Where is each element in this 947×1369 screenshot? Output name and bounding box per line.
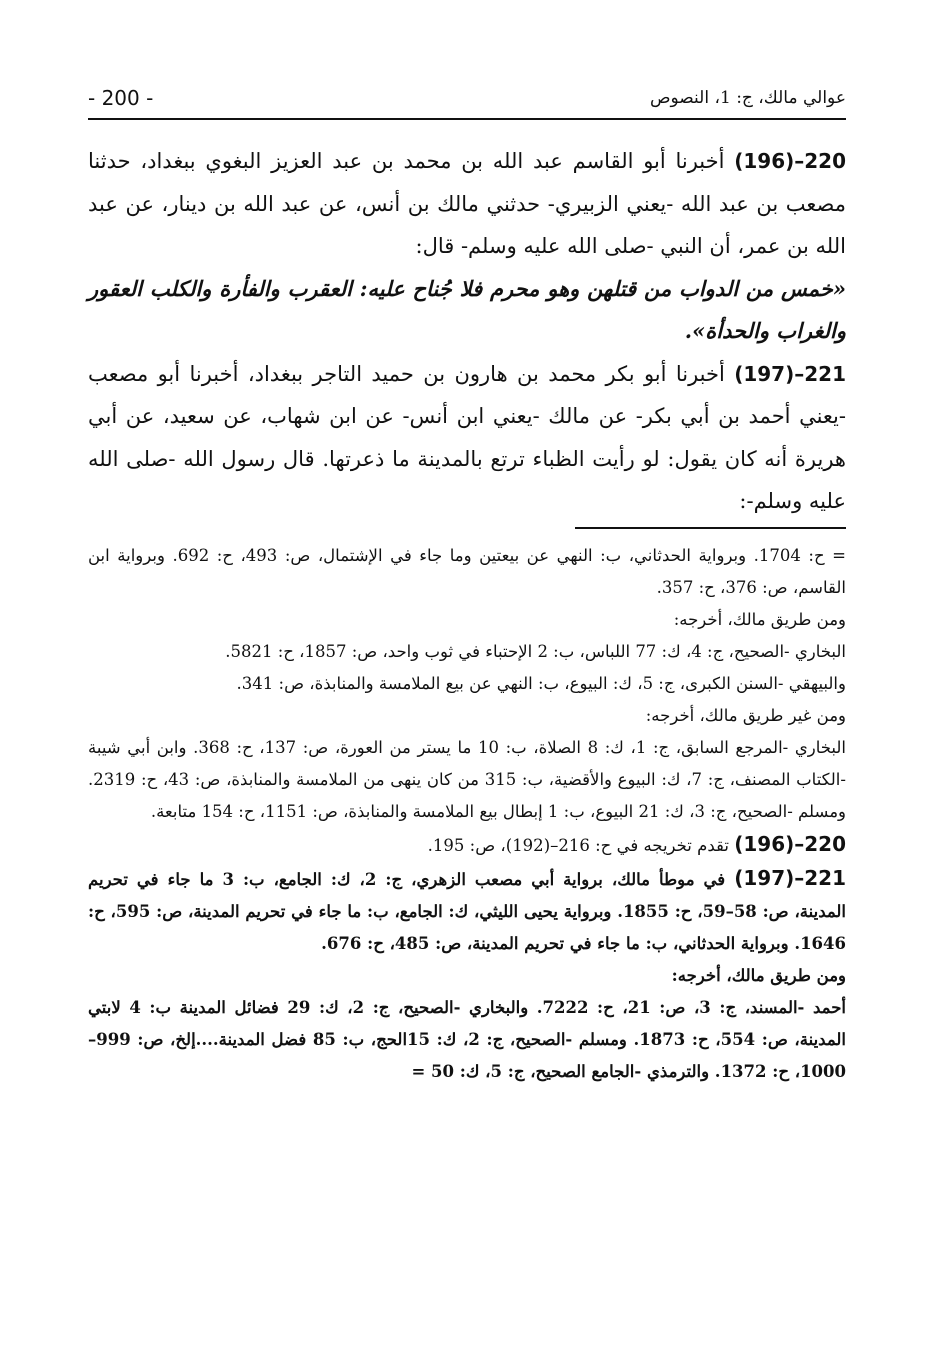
running-title: عوالي مالك، ج: 1، النصوص <box>649 88 846 108</box>
hadith-number: 220–(196) <box>734 149 847 173</box>
footnote-line: ومن طريق مالك، أخرجه: <box>673 610 846 629</box>
footnote-text: تقدم تخريجه في ح: 216–(192)، ص: 195. <box>427 836 729 855</box>
footnote-line: البخاري -المرجع السابق، ج: 1، ك: 8 الصلاة، ب: 10 ما يستر من العورة، ص: 137، ح: 368. وابن أبي شيبة -الكتاب المصنف، ج: 7، ك: البيوع والأقضية، ب: 315 من كان ينهى من الملامسة والمنابذة، ص: 43، ح: 2319. ومسلم -الصحيح، ج: 3، ك: 21 البيوع، ب: 1 إبطال بيع الملامسة والمنابذة، ص: 1151، ح: 154 متابعة. <box>88 738 847 821</box>
footnote-line: = ح: 1704. وبرواية الحدثاني، ب: النهي عن بيعتين وما جاء في الإشتمال، ص: 493، ح: 692. وبرواية ابن القاسم، ص: 376، ح: 357. <box>88 546 846 597</box>
footnote-line: ومن غير طريق مالك، أخرجه: <box>645 706 846 725</box>
isnad-text: أخبرنا أبو بكر محمد بن هارون بن حميد التاجر ببغداد، أخبرنا أبو مصعب -يعني أحمد بن أبي بكر- عن مالك -يعني ابن أنس- عن ابن شهاب، عن سعيد، عن أبي هريرة أنه كان يقول: لو رأيت الظباء ترتع بالمدينة ما ذعرتها. قال رسول الله -صلى الله عليه وسلم-: <box>88 361 846 513</box>
footnote-line: والبيهقي -السنن الكبرى، ج: 5، ك: البيوع، ب: النهي عن بيع الملامسة والمنابذة، ص: 341. <box>236 674 846 693</box>
hadith-matn: «خمس من الدواب من قتلهن وهو محرم فلا جُناح عليه: العقرب والفأرة والكلب العقور والغراب والحدأة». <box>88 275 846 343</box>
footnote-line <box>88 828 846 862</box>
footnote-number: 221–(197) <box>734 866 846 890</box>
main-text <box>88 140 846 523</box>
isnad-text: أخبرنا أبو القاسم عبد الله بن محمد بن عبد العزيز البغوي ببغداد، حدثنا مصعب بن عبد الله -يعني الزبيري- حدثني مالك بن أنس، عن عبد الله بن دينار، عن عبد الله بن عمر، أن النبي -صلى الله عليه وسلم- قال: <box>88 149 846 258</box>
footnote-line: ومن طريق مالك، أخرجه: <box>671 966 846 985</box>
footnote-text: في موطأ مالك، برواية أبي مصعب الزهري، ج: 2، ك: الجامع، ب: 3 ما جاء في تحريم المدينة، ص: 58–59، ح: 1855. وبرواية يحيى الليثي، ك: الجامع، ب: ما جاء في تحريم المدينة، ص: 595، ح: 1646. وبرواية الحدثاني، ب: ما جاء في تحريم المدينة، ص: 485، ح: 676. <box>88 870 847 953</box>
footnote-number: 220–(196) <box>734 832 846 856</box>
footnote-line <box>88 862 846 960</box>
footnotes <box>88 540 846 1088</box>
footnote-separator <box>575 527 846 529</box>
footnote-line: البخاري -الصحيح، ج: 4، ك: 77 اللباس، ب: 2 الإحتباء في ثوب واحد، ص: 1857، ح: 5821. <box>225 642 846 661</box>
footnote-line: أحمد -المسند، ج: 3، ص: 21، ح: 7222. والبخاري -الصحيح، ج: 2، ك: 29 فضائل المدينة ب: 4 لابتي المدينة، ص: 554، ح: 1873. ومسلم -الصحيح، ج: 2، ك: 15الحج، ب: 85 فضل المدينة....إلخ، ص: 999–1000، ح: 1372. والترمذي -الجامع الصحيح، ج: 5، ك: 50 = <box>88 998 846 1081</box>
hadith-number: 221–(197) <box>734 361 846 386</box>
hadith-220 <box>88 140 846 268</box>
page-header <box>88 86 846 116</box>
hadith-221 <box>88 353 846 523</box>
page-number: - 200 - <box>88 86 154 110</box>
header-rule <box>88 118 846 120</box>
